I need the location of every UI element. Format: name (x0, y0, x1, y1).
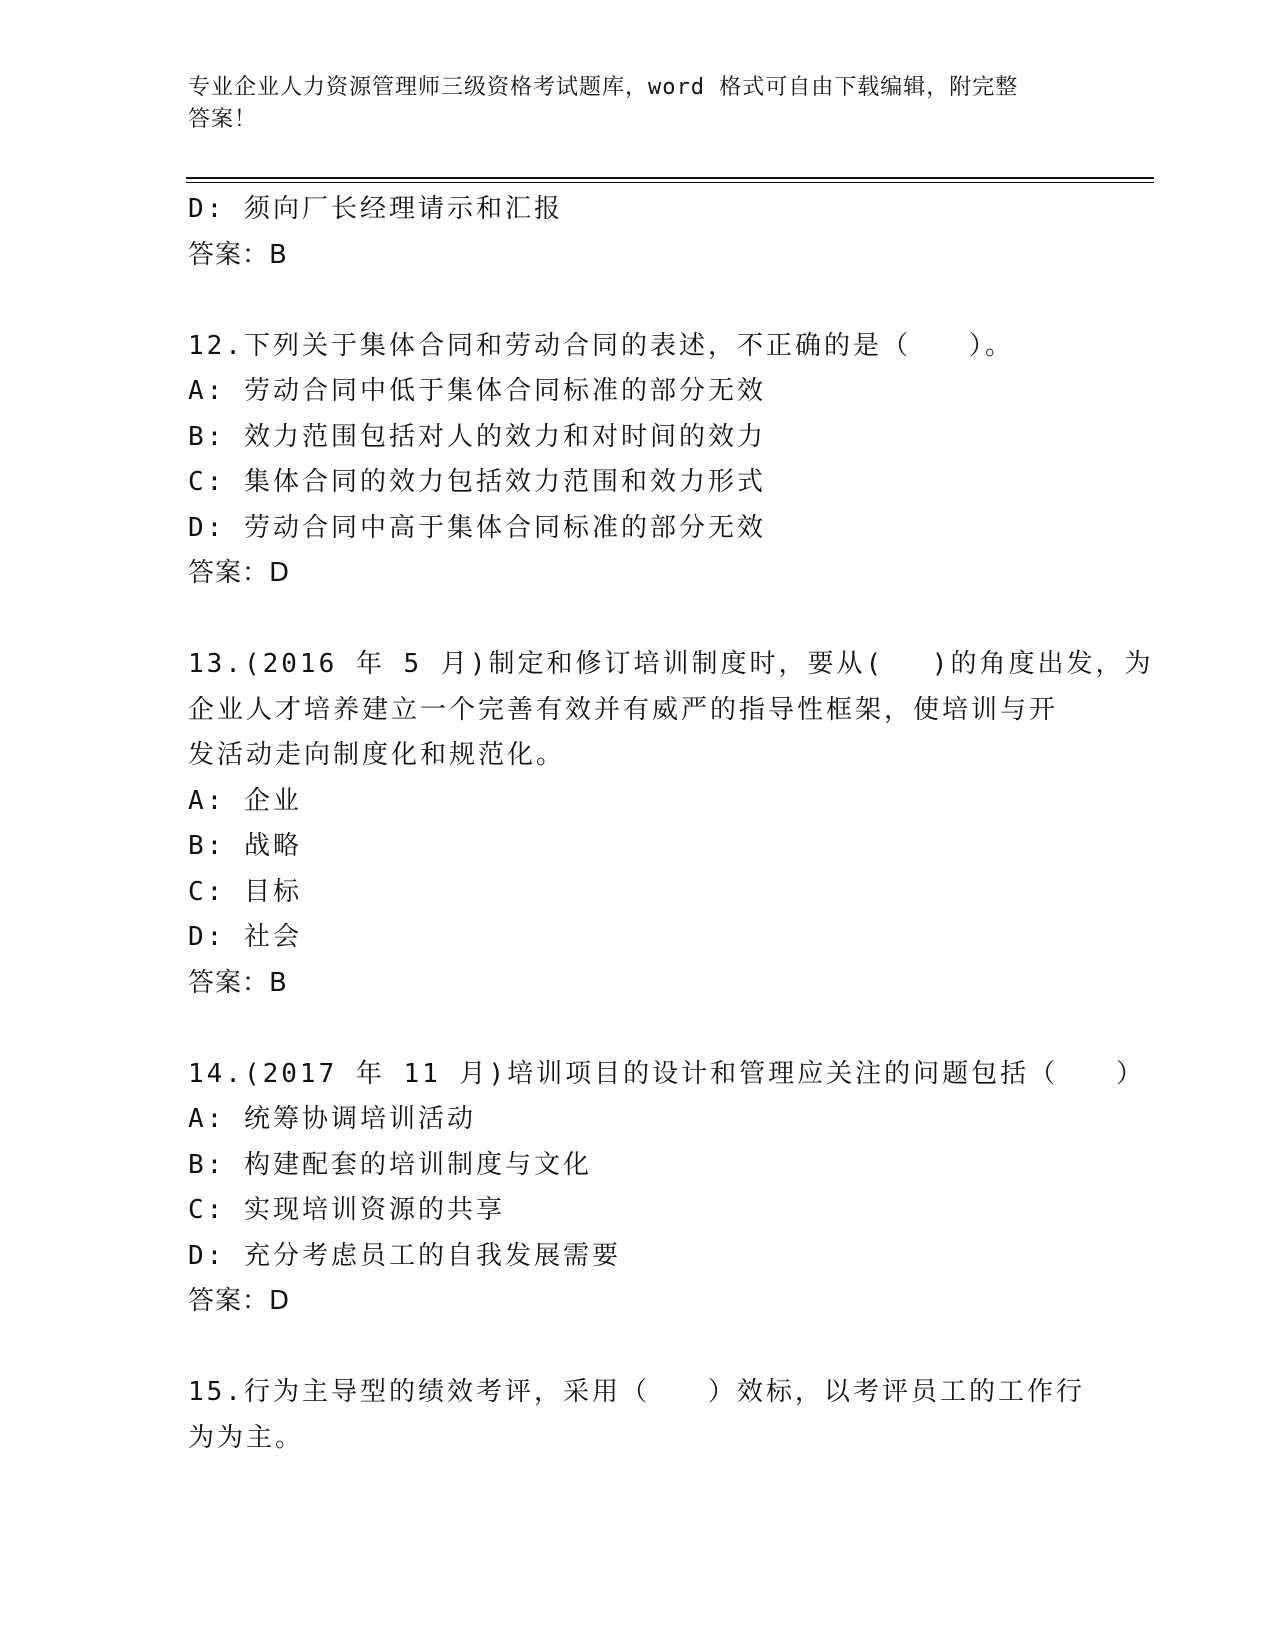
header-line-2: 答案！ (188, 107, 258, 132)
question-list (188, 187, 1154, 1461)
option-d: D: 劳动合同中高于集体合同标准的部分无效 (188, 512, 766, 543)
option-c: C: 实现培训资源的共享 (188, 1195, 505, 1225)
option-b: B: 效力范围包括对人的效力和对时间的效力 (188, 421, 766, 452)
option-d: D: 社会 (188, 922, 302, 952)
spacer (188, 1325, 1088, 1371)
option-c: C: 目标 (188, 876, 302, 907)
spacer (188, 278, 1088, 324)
question-12 (188, 324, 1088, 597)
option-a: A: 劳动合同中低于集体合同标准的部分无效 (188, 376, 766, 406)
option-a: A: 统筹协调培训活动 (188, 1104, 476, 1134)
answer-line: 答案：D (188, 558, 291, 588)
header-line-1: 专业企业人力资源管理师三级资格考试题库，word 格式可自由下载编辑，附完整 (188, 75, 1019, 100)
option-d: D: 充分考虑员工的自我发展需要 (188, 1240, 621, 1271)
option-d: D: 须向厂长经理请示和汇报 (188, 194, 563, 224)
answer-line: 答案：B (188, 967, 288, 998)
question-stem-line-1: 13.(2016 年 5 月)制定和修订培训制度时，要从( )的角度出发，为 (188, 649, 1154, 679)
question-stem: 14.(2017 年 11 月)培训项目的设计和管理应关注的问题包括（ ） (188, 1058, 1146, 1089)
question-stem-line-2: 企业人才培养建立一个完善有效并有威严的指导性框架，使培训与开 (188, 694, 1059, 725)
question-stem-line-3: 发活动走向制度化和规范化。 (188, 740, 566, 770)
question-15 (188, 1370, 1088, 1461)
spacer (188, 597, 1088, 643)
question-14 (188, 1052, 1146, 1325)
question-stem-line-2: 为为主。 (188, 1422, 305, 1453)
header-divider-thick (186, 177, 1154, 179)
question-13 (188, 642, 1154, 1006)
answer-line: 答案：B (188, 239, 288, 270)
question-stem-line-1: 15.行为主导型的绩效考评，采用（ ）效标，以考评员工的工作行 (188, 1377, 1085, 1407)
option-b: B: 战略 (188, 831, 302, 861)
document-header (188, 72, 1068, 136)
answer-line: 答案：D (188, 1286, 291, 1316)
option-b: B: 构建配套的培训制度与文化 (188, 1149, 592, 1180)
previous-question-tail (188, 187, 1088, 278)
question-stem: 12.下列关于集体合同和劳动合同的表述，不正确的是（ ）。 (188, 330, 1014, 361)
option-a: A: 企业 (188, 785, 302, 816)
option-c: C: 集体合同的效力包括效力范围和效力形式 (188, 467, 766, 497)
header-divider-thin (186, 182, 1154, 183)
spacer (188, 1006, 1088, 1052)
